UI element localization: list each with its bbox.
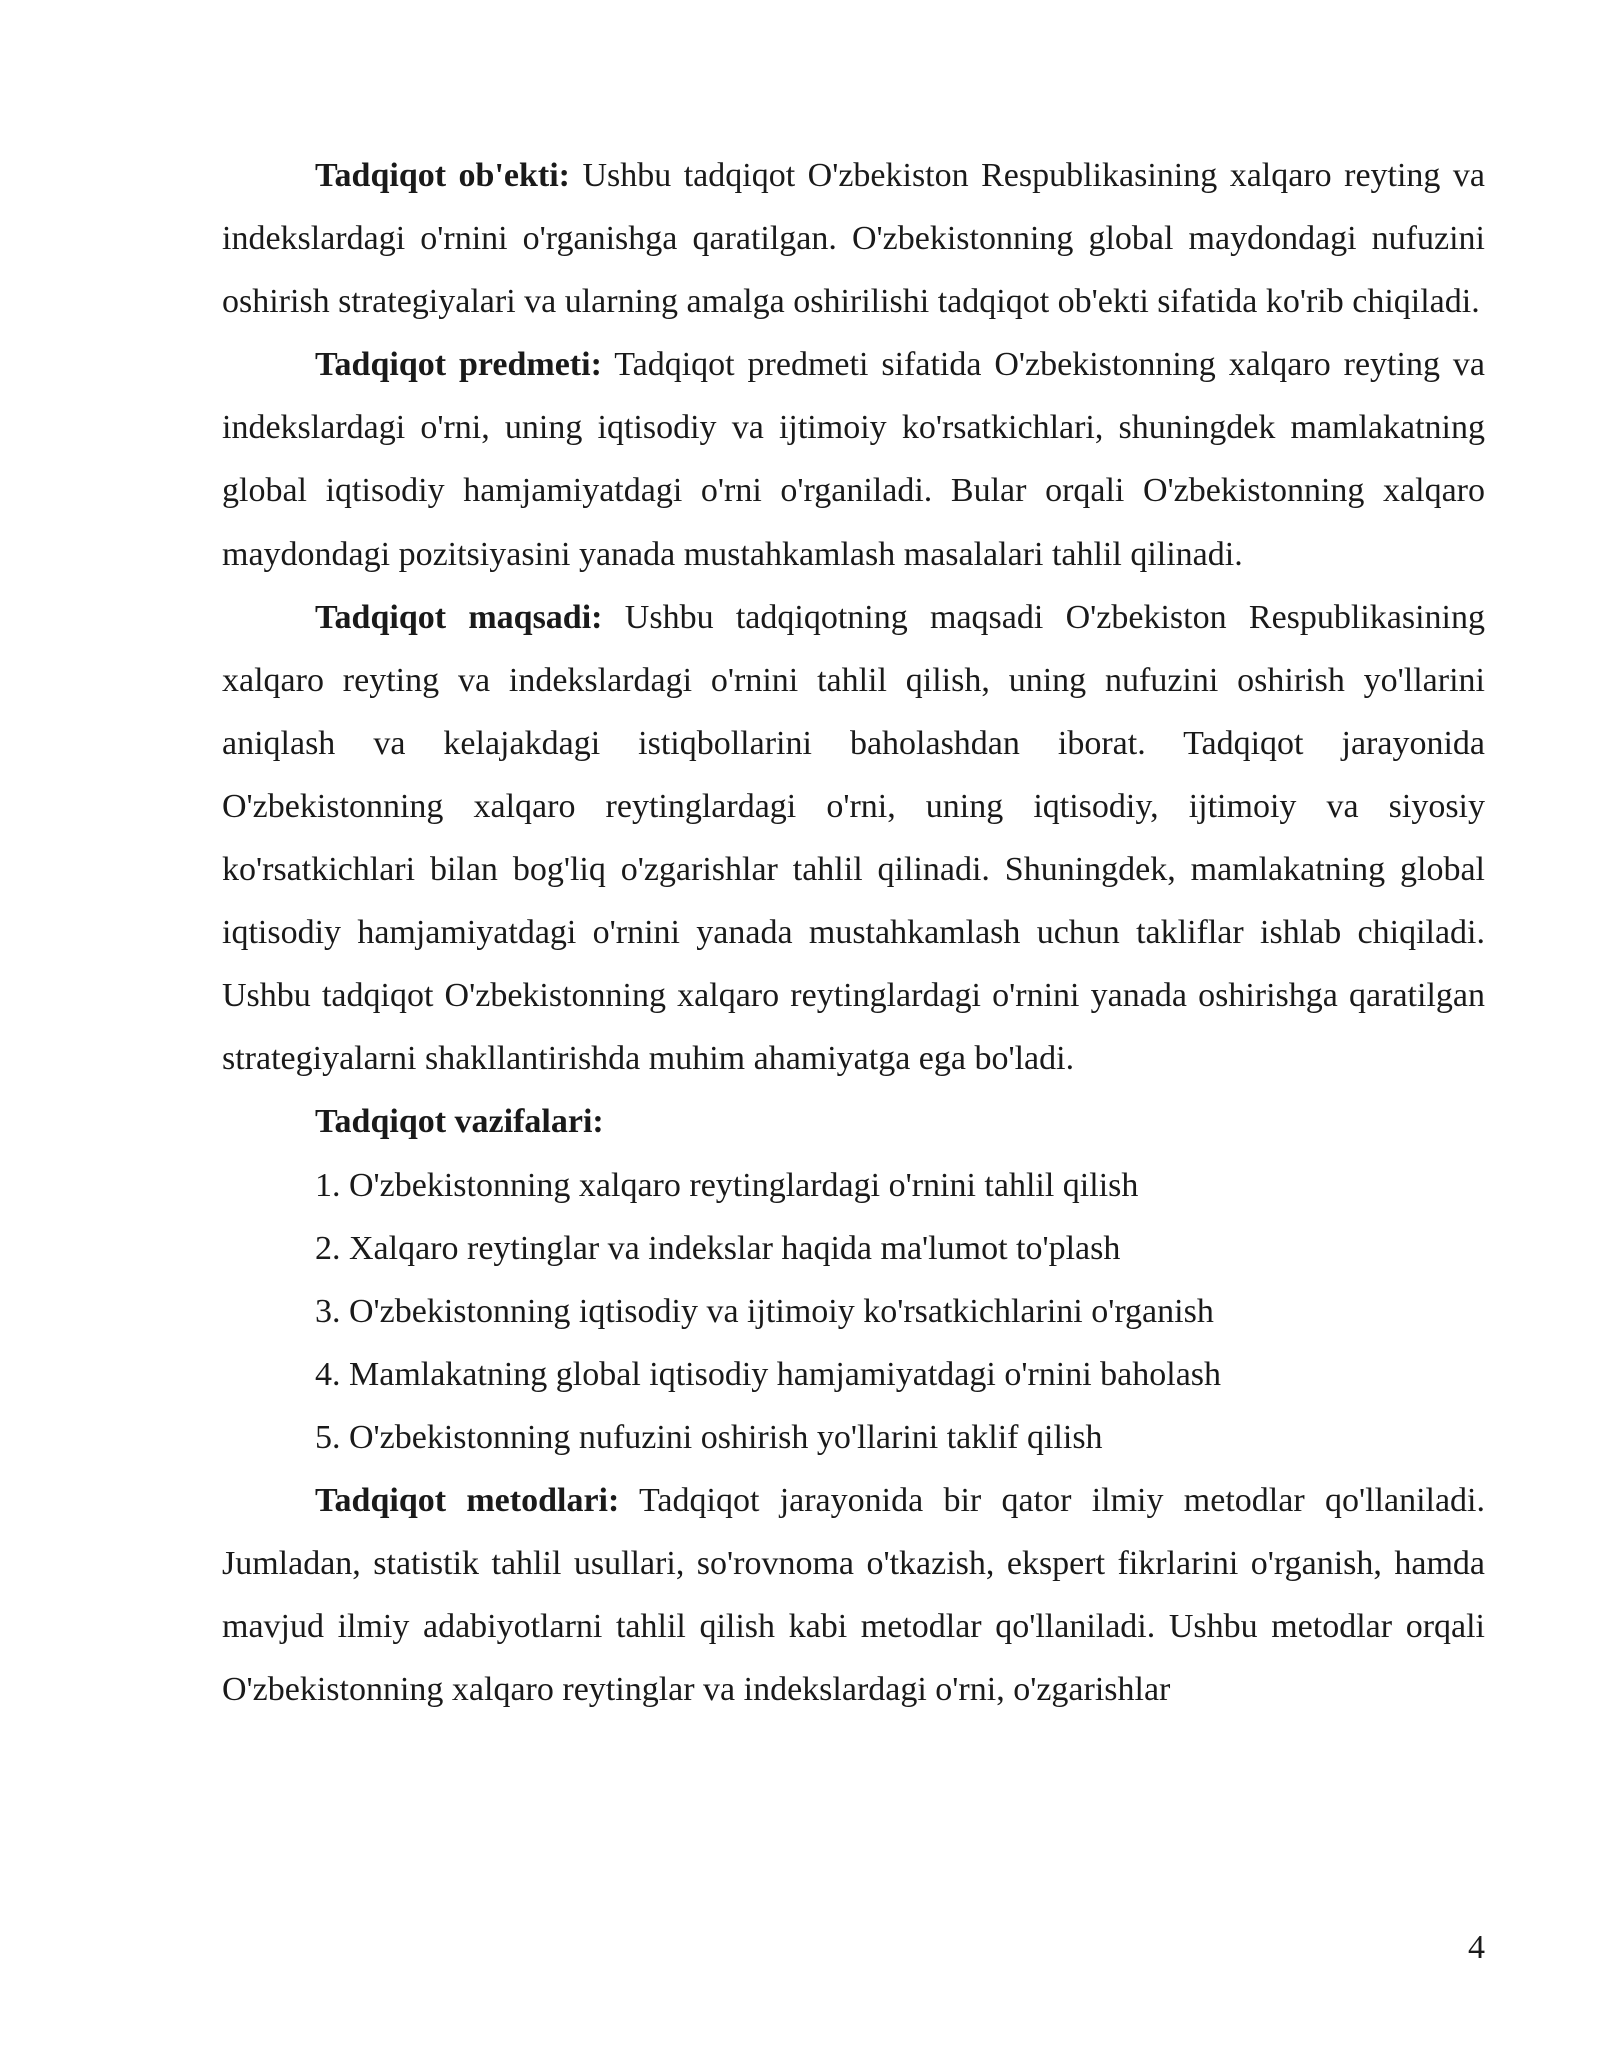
object-text: Ushbu tadqiqot O'zbekiston Respublikasining xalqaro reyting va indekslardagi o'rnini o'rganishga qaratilgan. O'zbekistonning global maydondagi nufuzini oshirish strategiyalari va ularning amalga oshirilishi tadqiqot ob'ekti sifatida ko'rib chiqiladi. (222, 157, 1486, 321)
subject-paragraph (222, 333, 1485, 585)
list-item: 1. O'zbekistonning xalqaro reytinglardagi o'rnini tahlil qilish (315, 1166, 1139, 1204)
subject-label: Tadqiqot predmeti: (315, 346, 602, 384)
methods-label: Tadqiqot metodlari: (315, 1481, 620, 1519)
list-item: 4. Mamlakatning global iqtisodiy hamjamiyatdagi o'rnini baholash (315, 1355, 1222, 1393)
subject-text: Tadqiqot predmeti sifatida O'zbekistonning xalqaro reyting va indekslardagi o'rni, uning iqtisodiy va ijtimoiy ko'rsatkichlari, shuningdek mamlakatning global iqtisodiy hamjamiyatdagi o'rni o'rganiladi. Bular orqali O'zbekistonning xalqaro maydondagi pozitsiyasini yanada mustahkamlash masalalari tahlil qilinadi. (222, 346, 1485, 573)
tasks-heading (222, 1090, 1485, 1153)
document-page (222, 144, 1485, 1721)
list-item: 5. O'zbekistonning nufuzini oshirish yo'llarini taklif qilish (315, 1418, 1103, 1456)
tasks-list (222, 1154, 1485, 1469)
tasks-label: Tadqiqot vazifalari: (315, 1103, 604, 1141)
methods-text: Tadqiqot jarayonida bir qator ilmiy metodlar qo'llaniladi. Jumladan, statistik tahlil usullari, so'rovnoma o'tkazish, ekspert fikrlarini o'rganish, hamda mavjud ilmiy adabiyotlarni tahlil qilish kabi metodlar qo'llaniladi. Ushbu metodlar orqali O'zbekistonning xalqaro reytinglar va indekslardagi o'rni, o'zgarishlar (222, 1481, 1485, 1709)
list-item: 2. Xalqaro reytinglar va indekslar haqida ma'lumot to'plash (315, 1229, 1121, 1267)
goal-paragraph (222, 586, 1485, 1091)
methods-paragraph (222, 1469, 1485, 1721)
object-label: Tadqiqot ob'ekti: (315, 157, 570, 194)
object-paragraph (222, 144, 1485, 333)
list-item: 3. O'zbekistonning iqtisodiy va ijtimoiy ko'rsatkichlarini o'rganish (315, 1292, 1214, 1330)
goal-label: Tadqiqot maqsadi: (315, 598, 603, 636)
page-number: 4 (1468, 1929, 1485, 1966)
goal-text: Ushbu tadqiqotning maqsadi O'zbekiston Respublikasining xalqaro reyting va indekslardagi o'rnini tahlil qilish, uning nufuzini oshirish yo'llarini aniqlash va kelajakdagi istiqbollarini baholashdan iborat. Tadqiqot jarayonida O'zbekistonning xalqaro reytinglardagi o'rni, uning iqtisodiy, ijtimoiy va siyosiy ko'rsatkichlari bilan bog'liq o'zgarishlar tahlil qilinadi. Shuningdek, mamlakatning global iqtisodiy hamjamiyatdagi o'rnini yanada mustahkamlash uchun takliflar ishlab chiqiladi. Ushbu tadqiqot O'zbekistonning xalqaro reytinglardagi o'rnini yanada oshirishga qaratilgan strategiyalarni shakllantirishda muhim ahamiyatga ega bo'ladi. (222, 598, 1485, 1078)
